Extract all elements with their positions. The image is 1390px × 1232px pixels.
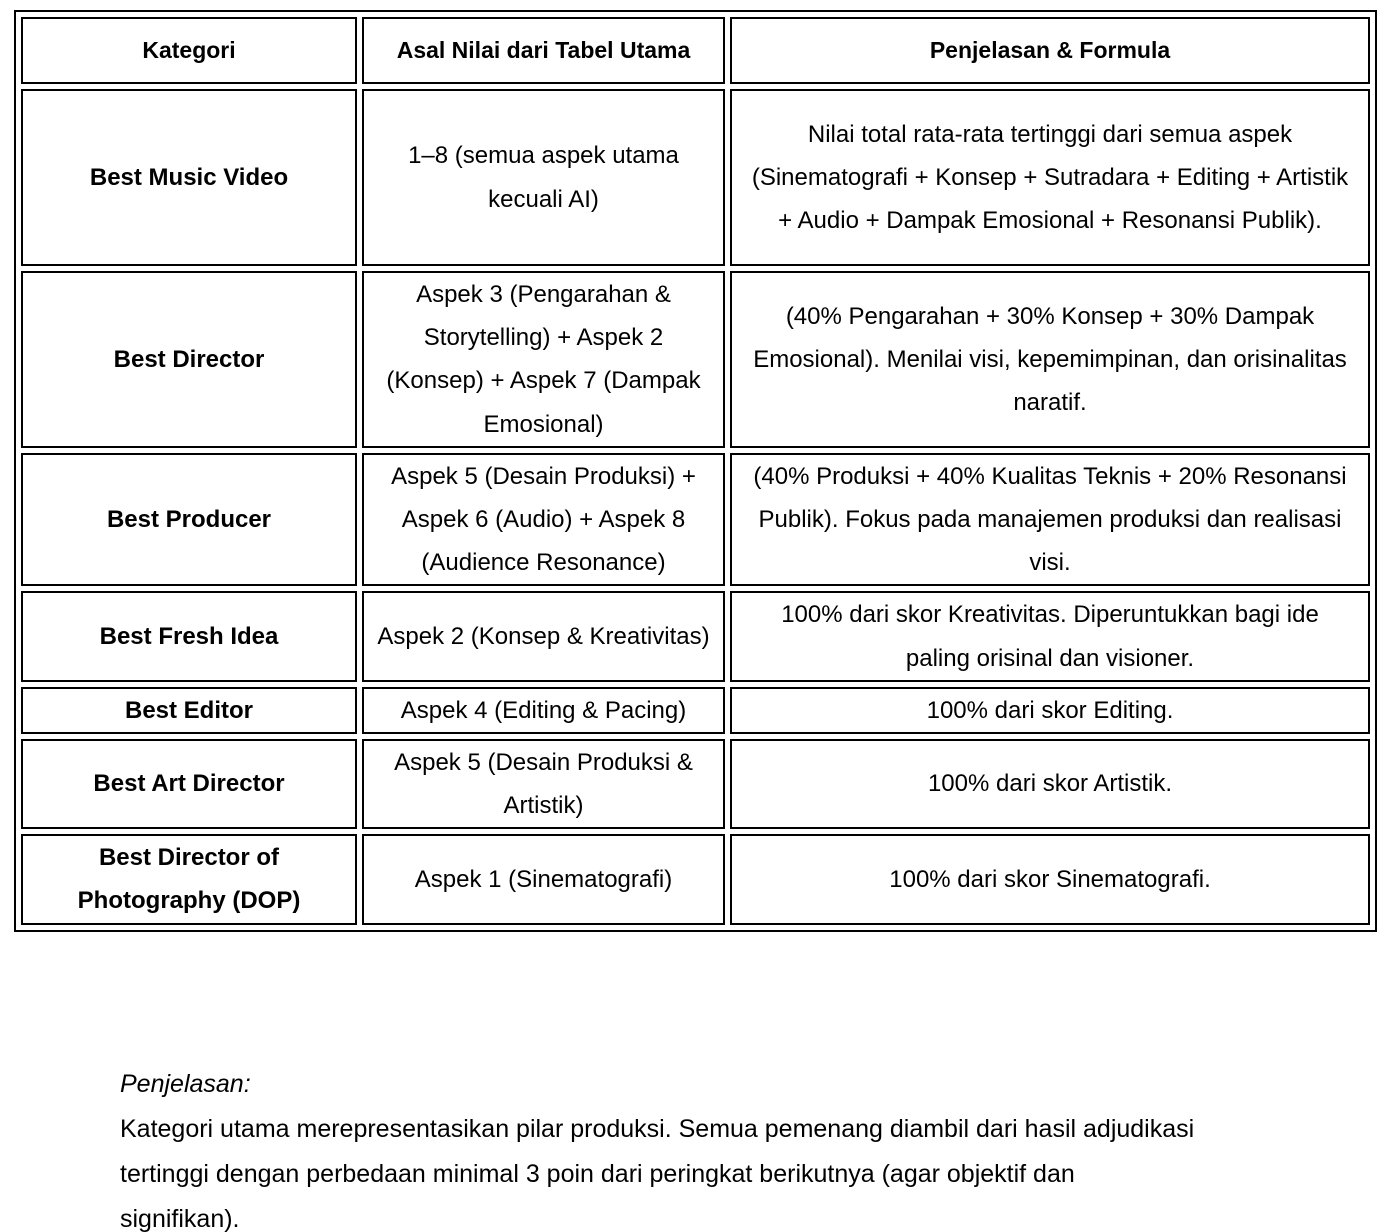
cell-asal-nilai: Aspek 3 (Pengarahan & Storytelling) + Aspek 2 (Konsep) + Aspek 7 (Dampak Emosional) xyxy=(362,271,725,448)
cell-penjelasan: Nilai total rata-rata tertinggi dari semua aspek (Sinematografi + Konsep + Sutradara + Editing + Artistik + Audio + Dampak Emosional + Resonansi Publik). xyxy=(730,89,1370,266)
table-row-best-music-video xyxy=(21,89,1370,266)
cell-kategori: Best Producer xyxy=(21,453,357,587)
cell-penjelasan: 100% dari skor Kreativitas. Diperuntukkan bagi ide paling orisinal dan visioner. xyxy=(730,591,1370,681)
cell-kategori: Best Director xyxy=(21,271,357,448)
table-row-best-producer xyxy=(21,453,1370,587)
cell-penjelasan: 100% dari skor Editing. xyxy=(730,687,1370,734)
cell-kategori: Best Director of Photography (DOP) xyxy=(21,834,357,924)
footnote-body: Kategori utama merepresentasikan pilar produksi. Semua pemenang diambil dari hasil adjudikasi tertinggi dengan perbedaan minimal 3 poin dari peringkat berikutnya (agar objektif dan signifikan). xyxy=(120,1114,1195,1232)
col-header-asal-nilai: Asal Nilai dari Tabel Utama xyxy=(362,17,725,84)
footnote-title: Penjelasan: xyxy=(120,1069,251,1098)
table-row-best-fresh-idea xyxy=(21,591,1370,681)
cell-asal-nilai: Aspek 4 (Editing & Pacing) xyxy=(362,687,725,734)
cell-kategori: Best Art Director xyxy=(21,739,357,829)
cell-kategori: Best Fresh Idea xyxy=(21,591,357,681)
cell-kategori: Best Editor xyxy=(21,687,357,734)
award-categories-table xyxy=(14,10,1377,932)
cell-asal-nilai: Aspek 5 (Desain Produksi & Artistik) xyxy=(362,739,725,829)
col-header-penjelasan-formula: Penjelasan & Formula xyxy=(730,17,1370,84)
cell-penjelasan: 100% dari skor Artistik. xyxy=(730,739,1370,829)
table-row-best-editor xyxy=(21,687,1370,734)
cell-asal-nilai: 1–8 (semua aspek utama kecuali AI) xyxy=(362,89,725,266)
cell-asal-nilai: Aspek 2 (Konsep & Kreativitas) xyxy=(362,591,725,681)
header-row xyxy=(21,17,1370,84)
cell-asal-nilai: Aspek 5 (Desain Produksi) + Aspek 6 (Audio) + Aspek 8 (Audience Resonance) xyxy=(362,453,725,587)
cell-penjelasan: (40% Produksi + 40% Kualitas Teknis + 20% Resonansi Publik). Fokus pada manajemen produksi dan realisasi visi. xyxy=(730,453,1370,587)
table-row-best-art-director xyxy=(21,739,1370,829)
col-header-kategori: Kategori xyxy=(21,17,357,84)
footnote-block xyxy=(120,1062,1390,1232)
cell-asal-nilai: Aspek 1 (Sinematografi) xyxy=(362,834,725,924)
table-row-best-director xyxy=(21,271,1370,448)
cell-penjelasan: (40% Pengarahan + 30% Konsep + 30% Dampak Emosional). Menilai visi, kepemimpinan, dan orisinalitas naratif. xyxy=(730,271,1370,448)
cell-penjelasan: 100% dari skor Sinematografi. xyxy=(730,834,1370,924)
cell-kategori: Best Music Video xyxy=(21,89,357,266)
table-row-best-dop xyxy=(21,834,1370,924)
